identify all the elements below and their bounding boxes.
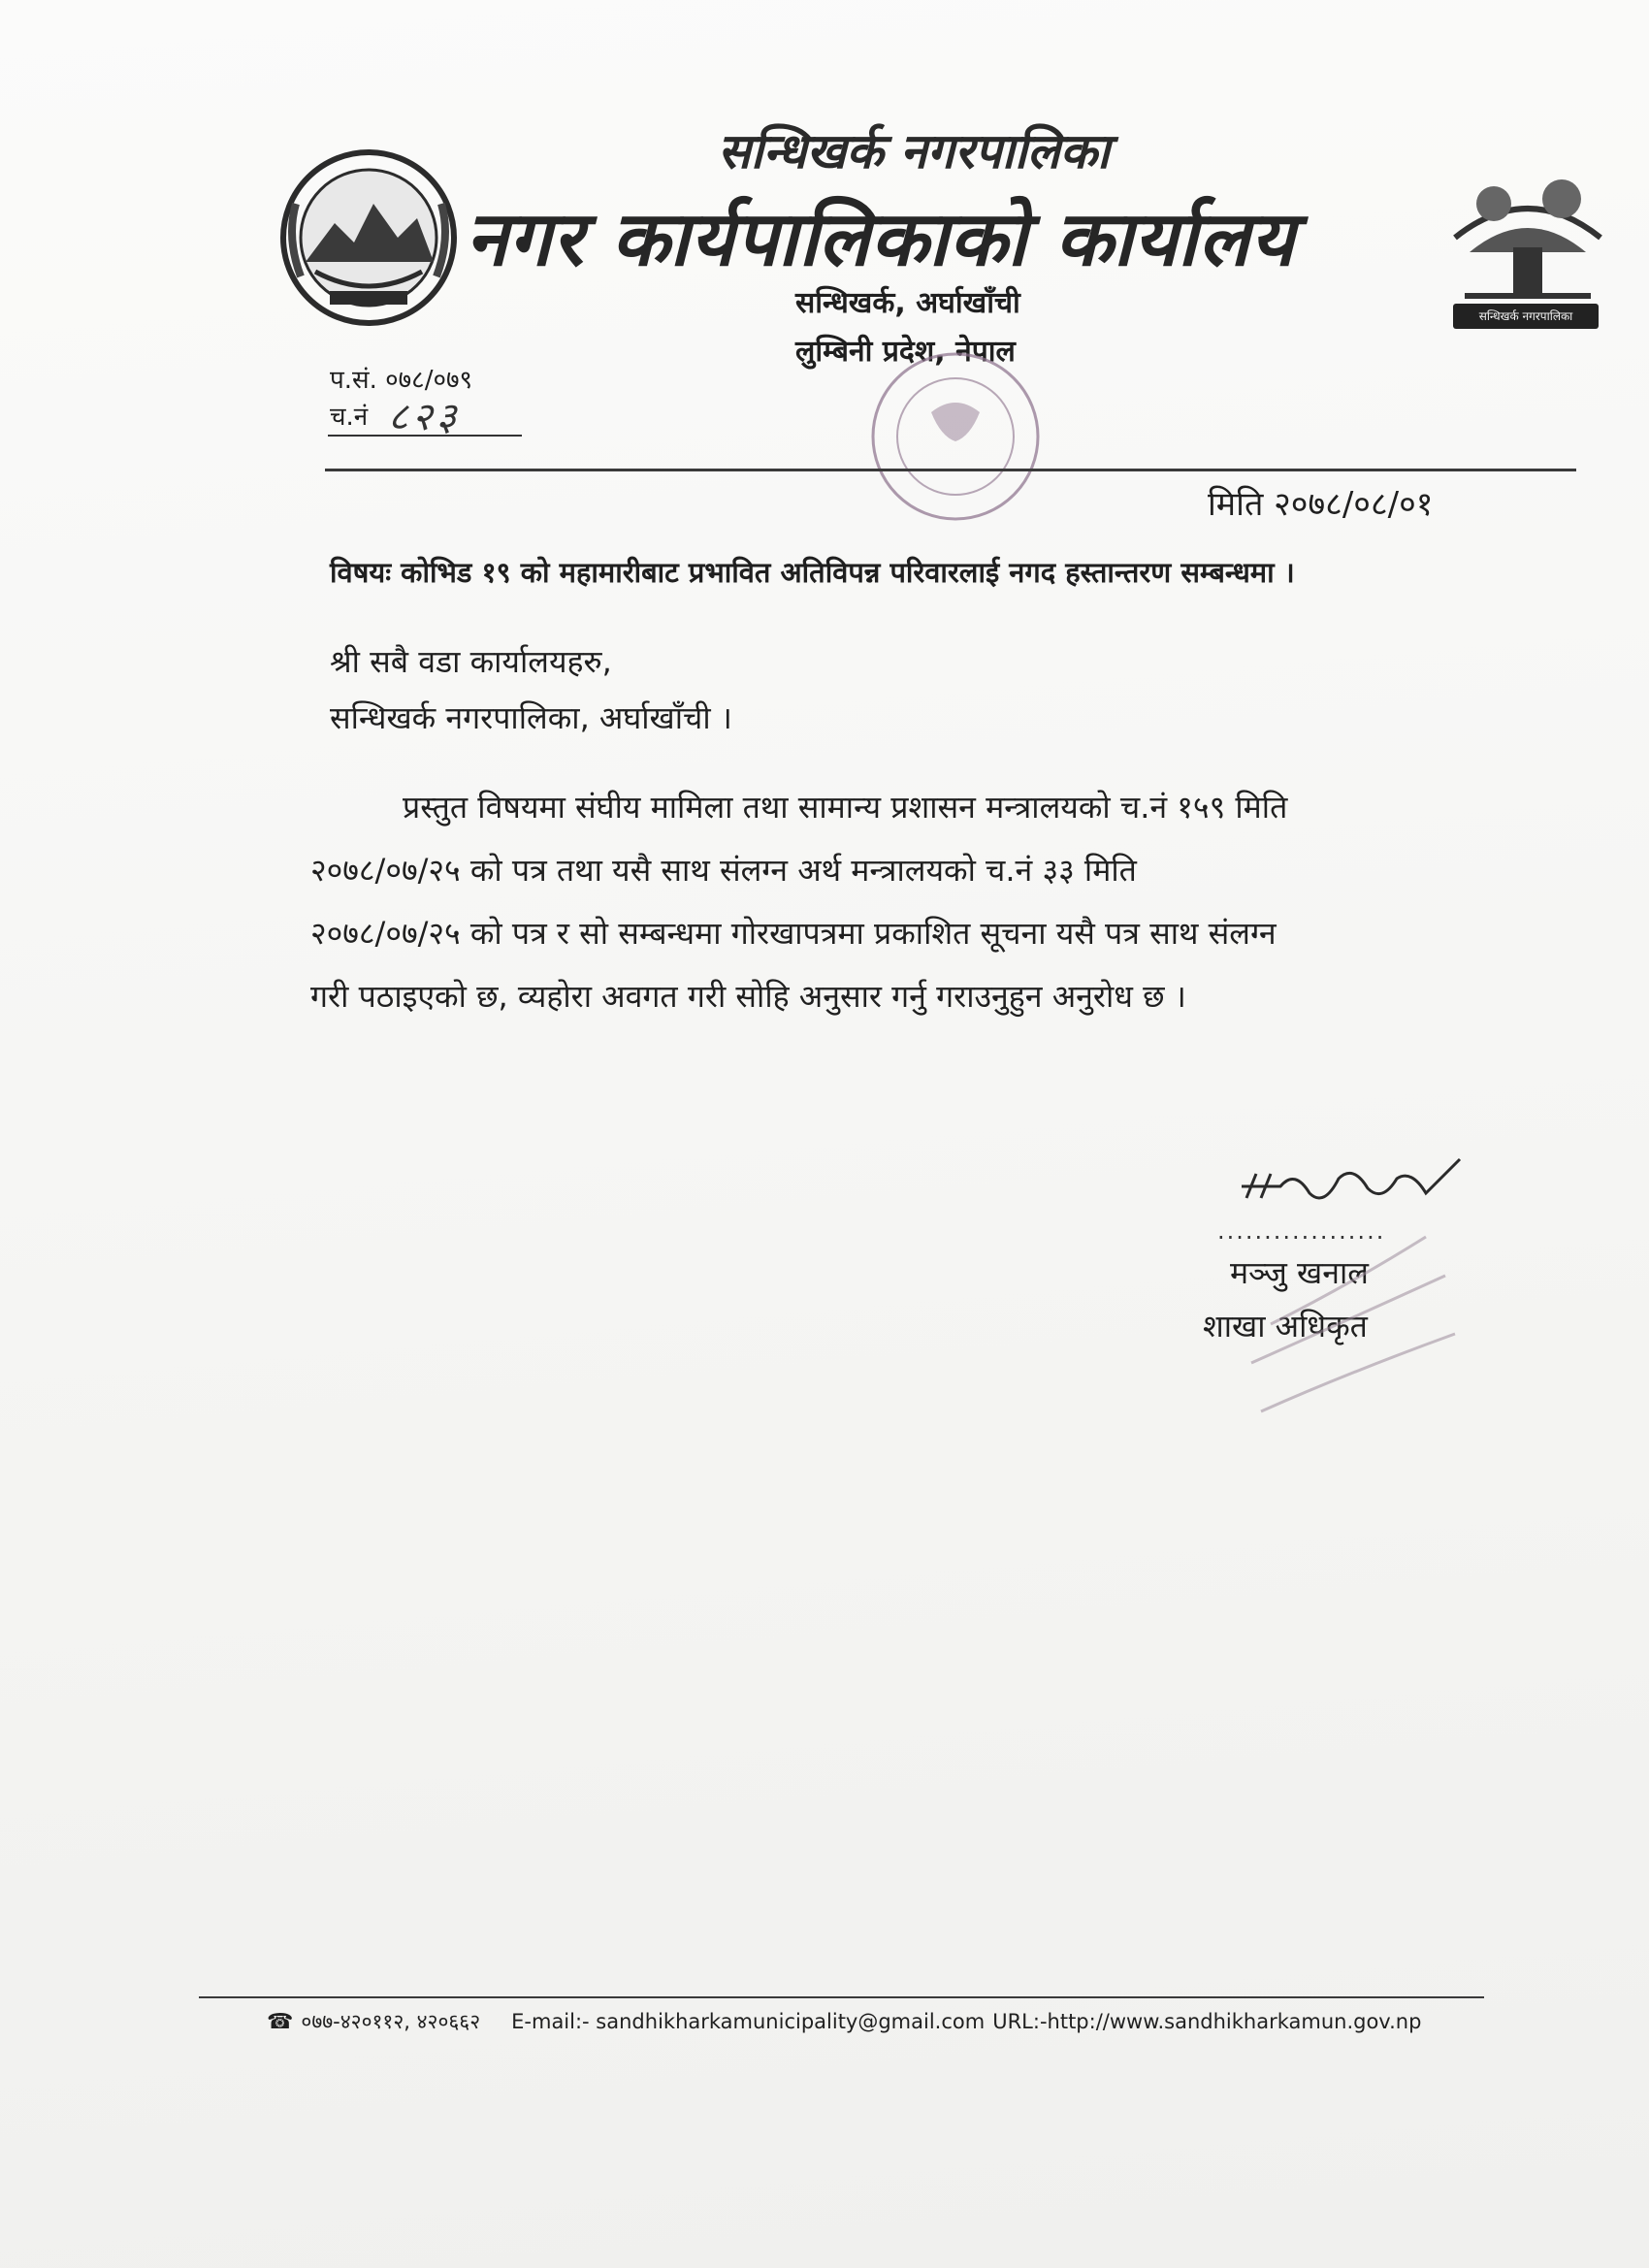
- signatory-title: शाखा अधिकृत: [1203, 1308, 1368, 1345]
- handwritten-signature: [1237, 1150, 1470, 1227]
- municipality-name: सन्धिखर्क नगरपालिका: [718, 123, 1110, 179]
- footer-contact: [267, 2008, 1421, 2035]
- footer-divider: [199, 1996, 1484, 1998]
- reference-cn-label: च.नं: [330, 403, 369, 432]
- office-title: नगर कार्यपालिकाको कार्यालय: [466, 196, 1296, 283]
- body-line: २०७८/०७/२५ को पत्र र सो सम्बन्धमा गोरखापत्रमा प्रकाशित सूचना यसै पत्र साथ संलग्न: [310, 915, 1277, 952]
- body-line: गरी पठाइएको छ, व्यहोरा अवगत गरी सोहि अनुसार गर्नु गराउनुहुन अनुरोध छ ।: [310, 978, 1186, 1015]
- addressee-line-1: श्री सबै वडा कार्यालयहरु,: [330, 643, 612, 680]
- address-line-1: सन्धिखर्क, अर्घाखाँची: [795, 286, 1020, 320]
- letter-subject: विषयः कोभिड १९ को महामारीबाट प्रभावित अतिविपन्न परिवारलाई नगद हस्तान्तरण सम्बन्धमा ।: [330, 556, 1295, 589]
- office-stamp-icon: [854, 344, 1057, 529]
- officer-stamp-icon: [1232, 1217, 1474, 1431]
- footer-email: E-mail:- sandhikharkamunicipality@gmail.com: [511, 2010, 986, 2033]
- body-line: २०७८/०७/२५ को पत्र तथा यसै साथ संलग्न अर्थ मन्त्रालयको च.नं ३३ मिति: [310, 852, 1137, 889]
- nepal-emblem-icon: [276, 146, 461, 330]
- addressee-line-2: सन्धिखर्क नगरपालिका, अर्घाखाँची ।: [330, 699, 732, 736]
- logo-caption: सन्धिखर्क नगरपालिका: [1453, 304, 1599, 329]
- footer-phone: ०७७-४२०११२, ४२०६६२: [301, 2010, 481, 2033]
- header-divider: [325, 469, 1576, 471]
- municipality-logo-icon: [1436, 160, 1620, 306]
- municipality-logo: [1436, 160, 1620, 335]
- body-line: प्रस्तुत विषयमा संघीय मामिला तथा सामान्य प्रशासन मन्त्रालयको च.नं १५९ मिति: [403, 789, 1288, 826]
- telephone-icon: ☎: [267, 2009, 294, 2034]
- reference-underline: [328, 435, 522, 437]
- signatory-name: मञ्जु खनाल: [1230, 1254, 1369, 1291]
- reference-cn-value: ८२३: [388, 395, 461, 439]
- footer-url: URL:-http://www.sandhikharkamun.gov.np: [992, 2010, 1422, 2033]
- letter-date: मिति २०७८/०८/०१: [1208, 485, 1434, 524]
- reference-ps: प.सं. ०७८/०७९: [330, 366, 473, 395]
- address-line-2: लुम्बिनी प्रदेश, नेपाल: [795, 335, 1016, 369]
- signature-dotted-line: ..................: [1217, 1217, 1386, 1245]
